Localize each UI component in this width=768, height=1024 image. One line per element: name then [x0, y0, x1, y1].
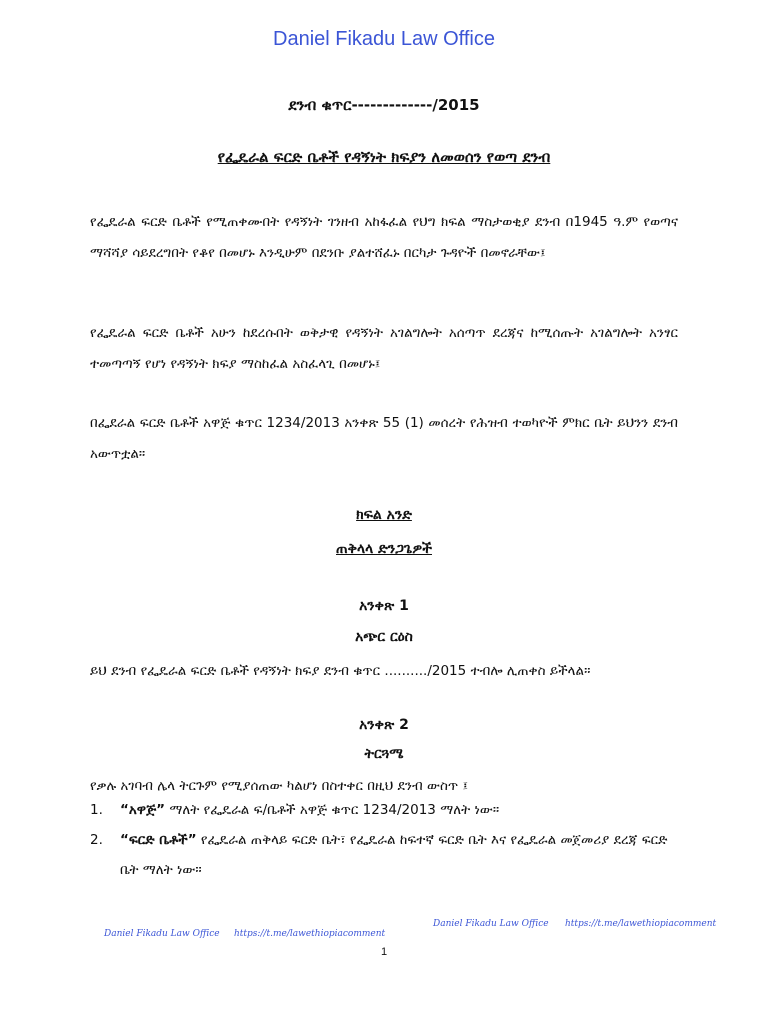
article-2-intro: የቃሉ አገባብ ሌላ ትርጉም የሚያሰጠው ካልሆነ በስተቀር በዚህ ደንብ ውስጥ ፤	[90, 778, 468, 794]
list-item	[90, 825, 690, 885]
page-number: 1	[380, 946, 388, 958]
footer-telegram-link-right[interactable]: https://t.me/lawethiopiacomment	[565, 919, 717, 929]
chapter-name	[0, 541, 768, 557]
chapter-label	[0, 507, 768, 523]
preamble-paragraph-3: በፌደራል ፍርድ ቤቶች አዋጅ ቁጥር 1234/2013 አንቀጽ 55 (1) መሰረት የሕዝብ ተወካዮች ምክር ቤት ይህንን ደንብ አውጥቷል።	[90, 415, 678, 462]
chapter-name-text: ጠቅላላ ድንጋጌዎች	[336, 541, 432, 557]
document-subtitle: የፌዴራል ፍርድ ቤቶች የዳኝነት ክፍያን ለመወሰን የወጣ ደንብ	[217, 148, 551, 166]
page-header-title: Daniel Fikadu Law Office	[273, 28, 495, 50]
chapter-label-text: ክፍል አንድ	[356, 507, 412, 523]
list-item-term: “ፍርድ ቤቶች”	[120, 832, 197, 848]
list-item-text: ማለት የፌዴራል ፍ/ቤቶች አዋጅ ቁጥር 1234/2013 ማለት ነው።	[165, 802, 500, 818]
list-item	[90, 795, 690, 825]
article-2-name: ትርጓሜ	[364, 746, 404, 762]
list-item-term: “አዋጅ”	[120, 802, 166, 818]
article-2-label: አንቀጽ 2	[359, 717, 409, 733]
preamble-paragraph-2: የፌዴራል ፍርድ ቤቶች አሁን ከደረሱበት ወቅታዊ የዳኝነት አገልግሎት አሰጣጥ ደረጃና ከሚሰጡት አገልግሎት አንፃር ተመጣጣኝ የሆነ የዳኝነት ክፍያ ማስከፈል አስፈላጊ በመሆኑ፤	[90, 325, 678, 372]
footer-telegram-link-left[interactable]: https://t.me/lawethiopiacomment	[234, 929, 386, 939]
list-item-number: 2.	[90, 832, 103, 848]
preamble-paragraph-1: የፌዴራል ፍርድ ቤቶች የሚጠቀሙበት የዳኝነት ገንዘብ አከፋፈል የህግ ክፍል ማስታወቂያ ደንብ በ1945 ዓ.ም የወጣና ማሻሻያ ሳይደረግበት የቆየ በመሆኑ እንዲሁም በደንቡ ያልተሸፈኑ በርካታ ጉዳዮች በመኖራቸው፤	[90, 214, 678, 261]
article-1-name: አጭር ርዕስ	[355, 629, 413, 645]
article-1-text: ይህ ደንብ የፌዴራል ፍርድ ቤቶች የዳኝነት ክፍያ ደንብ ቁጥር ........../2015 ተብሎ ሊጠቀስ ይችላል።	[90, 663, 591, 679]
article-1-label: አንቀጽ 1	[359, 598, 409, 614]
footer-office-name-right: Daniel Fikadu Law Office	[433, 919, 549, 929]
list-item-text: የፌዴራል ጠቅላይ ፍርድ ቤት፣ የፌዴራል ከፍተኛ ፍርድ ቤት እና የፌዴራል መጀመሪያ ደረጃ ፍርድ ቤት ማለት ነው።	[120, 832, 668, 878]
document-title: ደንብ ቁጥር-------------/2015	[288, 96, 480, 114]
definitions-list	[90, 795, 690, 885]
list-item-number: 1.	[90, 802, 103, 818]
footer-office-name-left: Daniel Fikadu Law Office	[104, 929, 220, 939]
